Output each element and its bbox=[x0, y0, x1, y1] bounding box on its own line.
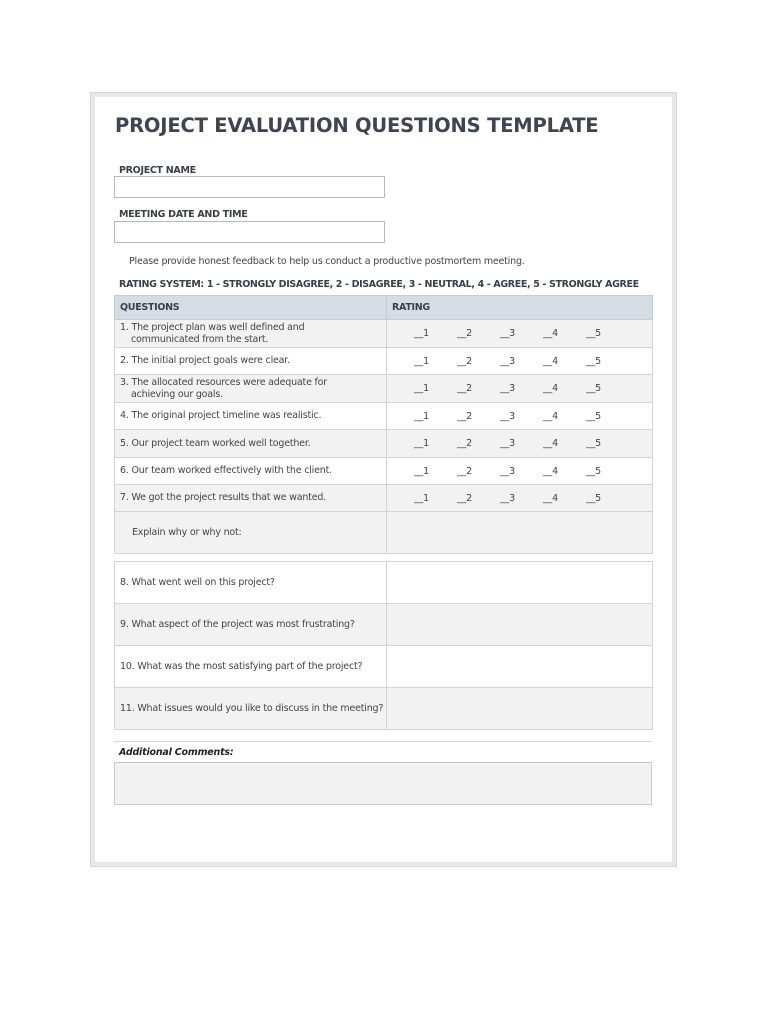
question-cell bbox=[115, 430, 387, 458]
instructions-text: Please provide honest feedback to help us conduct a productive postmortem meeting. bbox=[129, 256, 525, 267]
rating-cell bbox=[387, 485, 653, 512]
question-text: 3. The allocated resources were adequate for bbox=[120, 376, 328, 388]
project-name-label: PROJECT NAME bbox=[119, 165, 196, 176]
open-question-text: 11. What issues would you like to discuss in the meeting? bbox=[115, 688, 387, 730]
rating-option-1[interactable]: __1 bbox=[414, 328, 429, 339]
table-row bbox=[115, 485, 653, 512]
table-row bbox=[115, 430, 653, 458]
open-question-answer-field[interactable] bbox=[387, 688, 653, 730]
open-question-text: 8. What went well on this project? bbox=[115, 562, 387, 604]
rating-option-4[interactable]: __4 bbox=[543, 465, 558, 477]
rating-option-3[interactable]: __3 bbox=[500, 355, 515, 367]
rating-option-2[interactable]: __2 bbox=[457, 383, 472, 394]
explain-label: Explain why or why not: bbox=[115, 512, 387, 554]
table-row bbox=[115, 375, 653, 403]
rating-option-1[interactable]: __1 bbox=[414, 355, 429, 367]
table-row bbox=[115, 458, 653, 485]
rating-option-5[interactable]: __5 bbox=[586, 355, 601, 367]
explain-row bbox=[115, 512, 653, 554]
rating-cell bbox=[387, 458, 653, 485]
meeting-date-time-field[interactable] bbox=[114, 221, 385, 243]
rating-option-4[interactable]: __4 bbox=[543, 383, 558, 394]
rating-option-1[interactable]: __1 bbox=[414, 383, 429, 394]
question-text: 2. The initial project goals were clear. bbox=[120, 355, 290, 366]
open-question-text: 10. What was the most satisfying part of the project? bbox=[115, 646, 387, 688]
question-text: 7. We got the project results that we wanted. bbox=[120, 492, 326, 503]
rating-option-5[interactable]: __5 bbox=[586, 383, 601, 394]
rating-option-5[interactable]: __5 bbox=[586, 438, 601, 449]
rating-option-2[interactable]: __2 bbox=[457, 492, 472, 504]
table-header-row bbox=[115, 296, 653, 320]
rating-option-4[interactable]: __4 bbox=[543, 410, 558, 422]
rating-option-3[interactable]: __3 bbox=[500, 438, 515, 449]
open-question-row bbox=[115, 646, 653, 688]
rating-cell bbox=[387, 403, 653, 430]
meeting-date-time-label: MEETING DATE AND TIME bbox=[119, 209, 248, 220]
rating-option-3[interactable]: __3 bbox=[500, 328, 515, 339]
rating-option-1[interactable]: __1 bbox=[414, 492, 429, 504]
rating-system-legend: RATING SYSTEM: 1 - STRONGLY DISAGREE, 2 - DISAGREE, 3 - NEUTRAL, 4 - AGREE, 5 - STRONGLY AGREE bbox=[119, 279, 639, 290]
question-cell bbox=[115, 403, 387, 430]
rating-cell bbox=[387, 430, 653, 458]
rating-questions-table bbox=[114, 295, 653, 554]
rating-cell bbox=[387, 375, 653, 403]
rating-option-4[interactable]: __4 bbox=[543, 492, 558, 504]
rating-option-4[interactable]: __4 bbox=[543, 355, 558, 367]
rating-option-5[interactable]: __5 bbox=[586, 492, 601, 504]
question-cell bbox=[115, 485, 387, 512]
rating-option-2[interactable]: __2 bbox=[457, 355, 472, 367]
table-row bbox=[115, 320, 653, 348]
rating-cell bbox=[387, 320, 653, 348]
rating-option-5[interactable]: __5 bbox=[586, 410, 601, 422]
question-text: 5. Our project team worked well together. bbox=[120, 437, 311, 449]
explain-answer-field[interactable] bbox=[387, 512, 653, 554]
question-text: 4. The original project timeline was realistic. bbox=[120, 410, 322, 421]
open-question-text: 9. What aspect of the project was most frustrating? bbox=[115, 604, 387, 646]
rating-option-1[interactable]: __1 bbox=[414, 465, 429, 477]
rating-option-1[interactable]: __1 bbox=[414, 410, 429, 422]
rating-option-1[interactable]: __1 bbox=[414, 438, 429, 449]
rating-option-2[interactable]: __2 bbox=[457, 438, 472, 449]
rating-option-4[interactable]: __4 bbox=[543, 328, 558, 339]
questions-column-header: QUESTIONS bbox=[115, 296, 387, 320]
open-question-answer-field[interactable] bbox=[387, 562, 653, 604]
question-text-continued: communicated from the start. bbox=[131, 333, 269, 345]
open-question-row bbox=[115, 688, 653, 730]
open-questions-table bbox=[114, 561, 653, 730]
rating-option-2[interactable]: __2 bbox=[457, 465, 472, 477]
question-cell bbox=[115, 375, 387, 403]
rating-option-3[interactable]: __3 bbox=[500, 465, 515, 477]
rating-option-2[interactable]: __2 bbox=[457, 410, 472, 422]
rating-option-3[interactable]: __3 bbox=[500, 410, 515, 422]
question-text-continued: achieving our goals. bbox=[131, 388, 223, 400]
rating-column-header: RATING bbox=[387, 296, 653, 320]
question-cell bbox=[115, 320, 387, 348]
project-name-field[interactable] bbox=[114, 176, 385, 198]
additional-comments-field[interactable] bbox=[114, 762, 652, 805]
open-question-row bbox=[115, 562, 653, 604]
rating-option-3[interactable]: __3 bbox=[500, 492, 515, 504]
rating-cell bbox=[387, 348, 653, 375]
open-question-answer-field[interactable] bbox=[387, 604, 653, 646]
table-row bbox=[115, 348, 653, 375]
rating-option-2[interactable]: __2 bbox=[457, 328, 472, 339]
question-cell bbox=[115, 458, 387, 485]
page-title: PROJECT EVALUATION QUESTIONS TEMPLATE bbox=[115, 114, 599, 137]
rating-option-3[interactable]: __3 bbox=[500, 383, 515, 394]
rating-option-4[interactable]: __4 bbox=[543, 438, 558, 449]
question-cell bbox=[115, 348, 387, 375]
additional-comments-label: Additional Comments: bbox=[114, 741, 652, 762]
rating-option-5[interactable]: __5 bbox=[586, 328, 601, 339]
open-question-answer-field[interactable] bbox=[387, 646, 653, 688]
rating-option-5[interactable]: __5 bbox=[586, 465, 601, 477]
question-text: 1. The project plan was well defined and bbox=[120, 321, 305, 333]
question-text: 6. Our team worked effectively with the client. bbox=[120, 465, 332, 476]
table-row bbox=[115, 403, 653, 430]
open-question-row bbox=[115, 604, 653, 646]
